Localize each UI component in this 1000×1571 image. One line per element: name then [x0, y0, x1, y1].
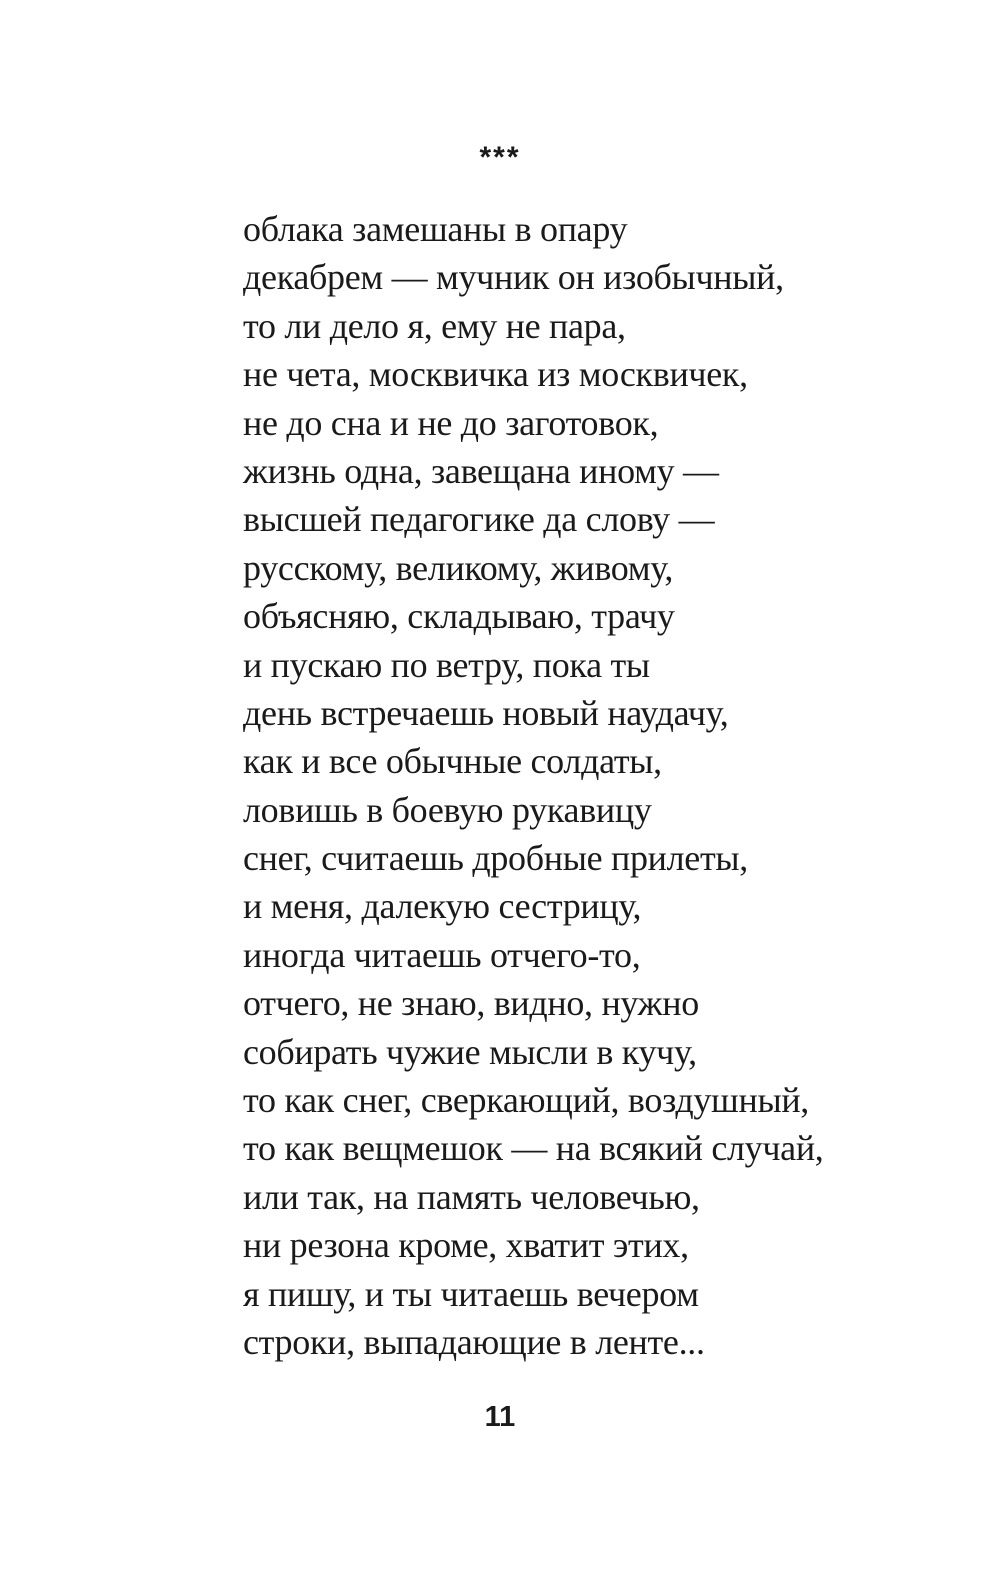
poem-line: жизнь одна, завещана иному —	[243, 450, 719, 491]
poem-line: ни резона кроме, хватит этих,	[243, 1225, 689, 1266]
poem-text	[243, 205, 963, 1366]
poem-line: ловишь в боевую рукавицу	[243, 789, 652, 830]
poem-line: объясняю, складываю, трачу	[243, 596, 675, 637]
poem-line: русскому, великому, живому,	[243, 547, 674, 588]
poem-line: не чета, москвичка из москвичек,	[243, 354, 748, 395]
poem-line: как и все обычные солдаты,	[243, 741, 662, 782]
poem-line: то как снег, сверкающий, воздушный,	[243, 1080, 809, 1121]
poem-line: и меня, далекую сестрицу,	[243, 886, 642, 927]
poem-line: декабрем — мучник он изобычный,	[243, 257, 784, 298]
poem-line: и пускаю по ветру, пока ты	[243, 644, 650, 685]
poem-line: строки, выпадающие в ленте...	[243, 1321, 705, 1362]
poem-line: то ли дело я, ему не пара,	[243, 305, 626, 346]
poem-line: высшей педагогике да слову —	[243, 499, 715, 540]
poem-line: то как вещмешок — на всякий случай,	[243, 1128, 824, 1169]
poem-line: или так, на память человечью,	[243, 1176, 700, 1217]
poem-line: снег, считаешь дробные прилеты,	[243, 838, 748, 879]
poem-line: отчего, не знаю, видно, нужно	[243, 983, 699, 1024]
poem-line: день встречаешь новый наудачу,	[243, 692, 729, 733]
poem-line: облака замешаны в опару	[243, 209, 628, 249]
section-separator: ***	[479, 141, 521, 174]
page-number: 11	[484, 1401, 516, 1433]
poem-line: собирать чужие мысли в кучу,	[243, 1031, 697, 1072]
poem-line: я пишу, и ты читаешь вечером	[243, 1273, 699, 1314]
poem-line: иногда читаешь отчего-то,	[243, 934, 641, 975]
poem-line: не до сна и не до заготовок,	[243, 402, 659, 443]
